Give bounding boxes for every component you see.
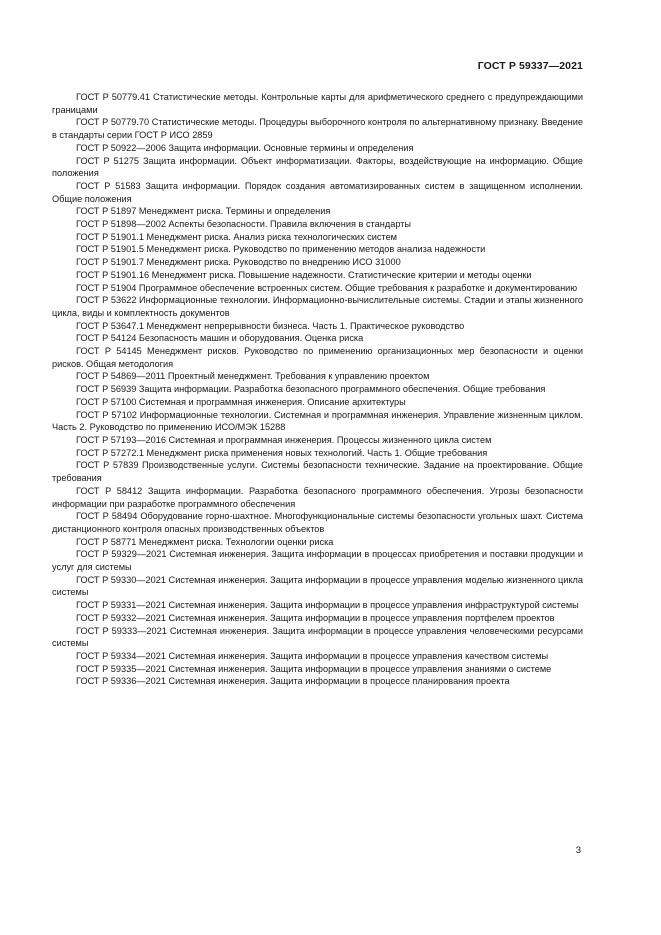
reference-entry: ГОСТ Р 51904 Программное обеспечение встроенных систем. Общие требования к разработке и документированию [76,282,578,293]
reference-entry: ГОСТ Р 58412 Защита информации. Разработка безопасного программного обеспечения. Угрозы безопасности информации при разработке программного обеспечения [52,485,583,509]
document-header-id: ГОСТ Р 59337—2021 [477,60,583,72]
reference-entry: ГОСТ Р 53622 Информационные технологии. Информационно-вычислительные системы. Стадии и этапы жизненного цикла, виды и комплектность документов [52,295,583,318]
reference-entry: ГОСТ Р 51901.1 Менеджмент риска. Анализ риска технологических систем [76,231,398,242]
reference-entry: ГОСТ Р 59334—2021 Системная инженерия. Защита информации в процессе управления качеством системы [76,650,549,661]
reference-entry: ГОСТ Р 57193—2016 Системная и программная инженерия. Процессы жизненного цикла систем [76,434,492,445]
reference-entry: ГОСТ Р 51275 Защита информации. Объект информатизации. Факторы, воздействующие на информацию. Общие положения [52,155,583,179]
reference-entry: ГОСТ Р 59336—2021 Системная инженерия. Защита информации в процессе планирования проекта [76,676,510,687]
reference-entry: ГОСТ Р 57102 Информационные технологии. Системная и программная инженерия. Управление жизненным циклом. Часть 2. Руководство по применению ИСО/МЭК 15288 [52,409,583,433]
reference-entry: ГОСТ Р 50779.41 Статистические методы. Контрольные карты для арифметического среднего с предупреждающими границами [52,92,583,115]
reference-entry: ГОСТ Р 57100 Системная и программная инженерия. Описание архитектуры [76,396,406,407]
reference-entry: ГОСТ Р 51583 Защита информации. Порядок создания автоматизированных систем в защищенном исполнении. Общие положения [52,180,583,204]
reference-entry: ГОСТ Р 51901.7 Менеджмент риска. Руководство по внедрению ИСО 31000 [76,257,401,268]
reference-entry: ГОСТ Р 59332—2021 Системная инженерия. Защита информации в процессе управления портфелем проектов [76,612,555,623]
reference-entry: ГОСТ Р 51901.16 Менеджмент риска. Повышение надежности. Статистические критерии и методы оценки [76,269,532,280]
reference-entry: ГОСТ Р 54145 Менеджмент рисков. Руководство по применению организационных мер безопасности и оценки рисков. Общая методология [52,346,583,369]
reference-entry: ГОСТ Р 57839 Производственные услуги. Системы безопасности технические. Задание на проектирование. Общие требования [52,460,583,484]
reference-entry: ГОСТ Р 54124 Безопасность машин и оборудования. Оценка риска [76,333,364,344]
page-number: 3 [575,845,581,856]
reference-entry: ГОСТ Р 53647.1 Менеджмент непрерывности бизнеса. Часть 1. Практическое руководство [76,320,465,331]
reference-entry: ГОСТ Р 59335—2021 Системная инженерия. Защита информации в процессе управления знаниями о системе [76,663,552,674]
reference-entry: ГОСТ Р 51898—2002 Аспекты безопасности. Правила включения в стандарты [76,219,412,230]
reference-entry: ГОСТ Р 54869—2011 Проектный менеджмент. Требования к управлению проектом [76,371,430,382]
reference-entry: ГОСТ Р 50922—2006 Защита информации. Основные термины и определения [76,142,414,153]
reference-entry: ГОСТ Р 58771 Менеджмент риска. Технологии оценки риска [76,536,334,547]
reference-entry: ГОСТ Р 58494 Оборудование горно-шахтное. Многофункциональные системы безопасности угольных шахт. Система дистанционного контроля опасных производственных объектов [52,511,583,534]
reference-entry: ГОСТ Р 56939 Защита информации. Разработка безопасного программного обеспечения. Общие требования [76,384,546,395]
reference-entry: ГОСТ Р 51901.5 Менеджмент риска. Руководство по применению методов анализа надежности [76,244,486,255]
reference-entry: ГОСТ Р 50779.70 Статистические методы. Процедуры выборочного контроля по альтернативному признаку. Введение в стандарты серии ГОСТ Р ИСО 2859 [52,117,583,141]
reference-entry: ГОСТ Р 59331—2021 Системная инженерия. Защита информации в процессе управления инфраструктурой системы [76,600,579,611]
reference-entry: ГОСТ Р 59329—2021 Системная инженерия. Защита информации в процессах приобретения и поставки продукции и услуг для системы [52,549,583,573]
reference-entry: ГОСТ Р 59330—2021 Системная инженерия. Защита информации в процессе управления моделью жизненного цикла системы [52,574,583,598]
reference-entry: ГОСТ Р 59333—2021 Системная инженерия. Защита информации в процессе управления человеческими ресурсами системы [52,625,583,649]
reference-entry: ГОСТ Р 51897 Менеджмент риска. Термины и определения [76,206,331,217]
references-list [52,91,583,688]
reference-entry: ГОСТ Р 57272.1 Менеджмент риска применения новых технологий. Часть 1. Общие требования [76,447,488,458]
